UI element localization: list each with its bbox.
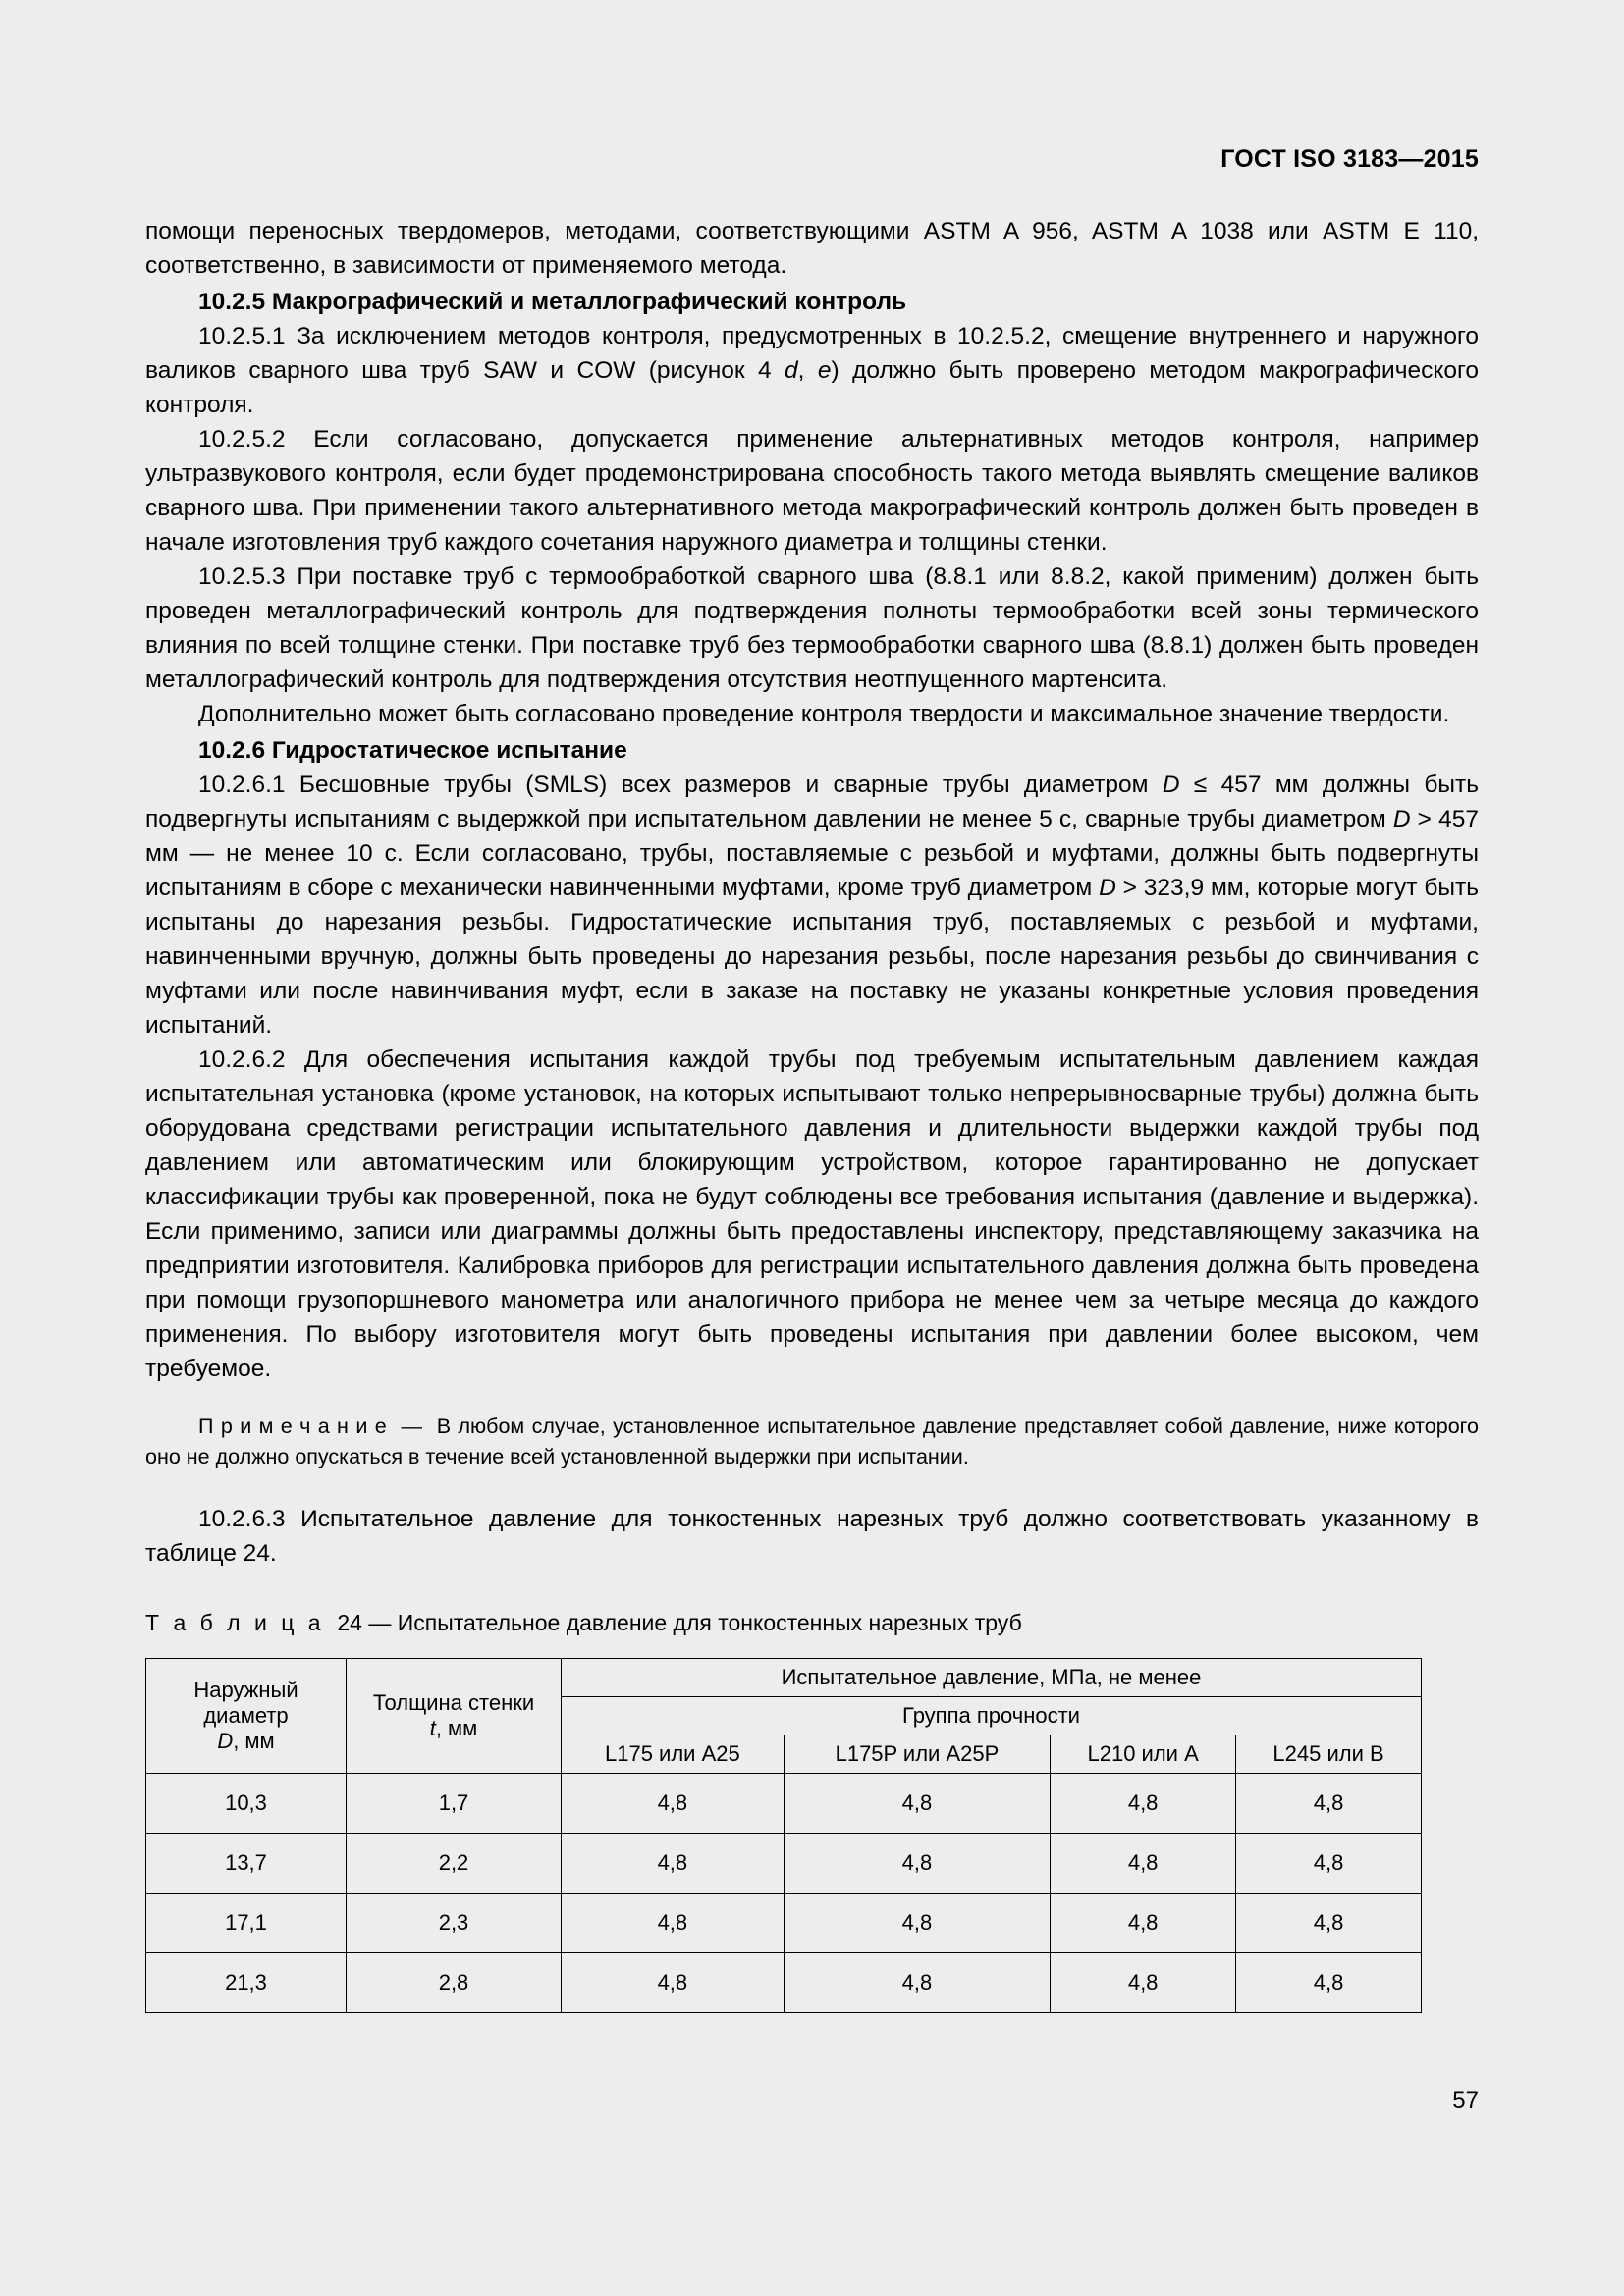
note-dash: — xyxy=(401,1415,422,1438)
paragraph-10-2-5-3: 10.2.5.3 При поставке труб с термообработкой сварного шва (8.8.1 или 8.8.2, какой применим) должен быть проведен металлографический контроль для подтверждения полноты термообработки всей зоны термического влияния по всей толщине стенки. При поставке труб без термообработки сварного шва (8.8.1) должен быть проведен металлографический контроль для подтверждения отсутствия неотпущенного мартенсита. xyxy=(145,563,1479,693)
cell-diameter: 10,3 xyxy=(146,1774,347,1834)
header-symbol-D: D xyxy=(217,1729,234,1753)
text-part: ≤ 457 мм должны быть подвергнуты испытаниям с выдержкой при испытательном давлении не менее 5 с, сварные трубы диаметром xyxy=(145,772,1479,832)
cell-pressure: 4,8 xyxy=(1051,1894,1236,1953)
header-grade-2: L175P или A25P xyxy=(784,1735,1050,1774)
cell-thickness: 2,2 xyxy=(347,1834,562,1894)
header-line: диаметр xyxy=(203,1703,289,1728)
cell-thickness: 1,7 xyxy=(347,1774,562,1834)
italic-D: D xyxy=(1392,806,1411,832)
cell-pressure: 4,8 xyxy=(1051,1774,1236,1834)
table-header-row-1 xyxy=(146,1659,1422,1697)
cell-diameter: 17,1 xyxy=(146,1894,347,1953)
table-caption xyxy=(145,1610,1479,1636)
page-number: 57 xyxy=(1452,2087,1479,2113)
heading-10-2-6: 10.2.6 Гидростатическое испытание xyxy=(198,737,627,764)
text-part: ) должно быть проверено методом макрографического контроля. xyxy=(145,357,1479,418)
cell-thickness: 2,8 xyxy=(347,1953,562,2013)
italic-e: e xyxy=(817,357,832,384)
italic-D: D xyxy=(1099,875,1116,901)
text-part: 10.2.6.1 Бесшовные трубы (SMLS) всех размеров и сварные трубы диаметром xyxy=(198,772,1163,798)
header-grade-1: L175 или A25 xyxy=(562,1735,785,1774)
header-grade-4: L245 или B xyxy=(1236,1735,1422,1774)
paragraph-10-2-6-3: 10.2.6.3 Испытательное давление для тонкостенных нарезных труб должно соответствовать указанному в таблице 24. xyxy=(145,1506,1479,1567)
italic-d: d xyxy=(785,357,798,384)
table-row xyxy=(146,1894,1422,1953)
header-outer-diameter xyxy=(146,1659,347,1774)
cell-pressure: 4,8 xyxy=(784,1953,1050,2013)
page-header: ГОСТ ISO 3183—2015 xyxy=(1220,145,1479,173)
paragraph-10-2-6-2: 10.2.6.2 Для обеспечения испытания каждой трубы под требуемым испытательным давлением каждая испытательная установка (кроме установок, на которых испытывают только непрерывносварные трубы) должна быть оборудована средствами регистрации испытательного давления и длительности выдержки каждой трубы под давлением или автоматическим или блокирующим устройством, которое гарантированно не допускает классификации трубы как проверенной, пока не будут соблюдены все требования испытания (давление и выдержка). Если применимо, записи или диаграммы должны быть предоставлены инспектору, представляющему заказчика на предприятии изготовителя. Калибровка приборов для регистрации испытательного давления должна быть проведена при помощи грузопоршневого манометра или аналогичного прибора не менее чем за четыре месяца до каждого применения. По выбору изготовителя могут быть проведены испытания при давлении более высоком, чем требуемое. xyxy=(145,1046,1479,1382)
cell-pressure: 4,8 xyxy=(562,1953,785,2013)
page-content xyxy=(145,214,1479,2013)
note-text: В любом случае, установленное испытательное давление представляет собой давление, ниже которого оно не должно опускаться в течение всей установленной выдержки при испытании. xyxy=(145,1415,1479,1468)
cell-pressure: 4,8 xyxy=(1051,1953,1236,2013)
italic-D: D xyxy=(1162,772,1180,798)
header-line: Толщина стенки xyxy=(372,1690,535,1715)
cell-diameter: 21,3 xyxy=(146,1953,347,2013)
text-part: > 457 мм — не менее 10 с. Если согласовано, трубы, поставляемые с резьбой и муфтами, должны быть подвергнуты испытаниям в сборе с механически навинченными муфтами, кроме труб диаметром xyxy=(145,806,1479,901)
text-part: 10.2.5.1 За исключением методов контроля, предусмотренных в 10.2.5.2, смещение внутреннего и наружного валиков сварного шва труб SAW и COW (рисунок 4 xyxy=(145,323,1479,384)
table-24 xyxy=(145,1658,1422,2013)
cell-pressure: 4,8 xyxy=(1236,1774,1422,1834)
heading-10-2-5: 10.2.5 Макрографический и металлографический контроль xyxy=(198,289,907,315)
cell-pressure: 4,8 xyxy=(784,1894,1050,1953)
text-part: > 323,9 мм, которые могут быть испытаны до нарезания резьбы. Гидростатические испытания труб, поставляемых с резьбой и муфтами, навинченными вручную, должны быть проведены до нарезания резьбы, после нарезания резьбы до свинчивания с муфтами или после навинчивания муфт, если в заказе на поставку не указаны конкретные условия проведения испытаний. xyxy=(145,875,1479,1039)
cell-pressure: 4,8 xyxy=(562,1834,785,1894)
header-wall-thickness xyxy=(347,1659,562,1774)
table-row xyxy=(146,1834,1422,1894)
cell-thickness: 2,3 xyxy=(347,1894,562,1953)
table-caption-word: Т а б л и ц а xyxy=(145,1610,325,1635)
note-label: П р и м е ч а н и е xyxy=(198,1415,387,1438)
paragraph-intro: помощи переносных твердомеров, методами, соответствующими ASTM A 956, ASTM A 1038 или ASTM E 110, соответственно, в зависимости от применяемого метода. xyxy=(145,218,1479,279)
paragraph-10-2-5-1 xyxy=(145,319,1479,422)
cell-pressure: 4,8 xyxy=(1051,1834,1236,1894)
header-line: Наружный xyxy=(193,1678,298,1702)
cell-pressure: 4,8 xyxy=(1236,1953,1422,2013)
header-line: , мм xyxy=(435,1716,478,1740)
cell-pressure: 4,8 xyxy=(784,1774,1050,1834)
table-row xyxy=(146,1953,1422,2013)
paragraph-10-2-6-1 xyxy=(145,768,1479,1042)
cell-diameter: 13,7 xyxy=(146,1834,347,1894)
text-part: , xyxy=(797,357,818,384)
note-block xyxy=(145,1412,1479,1472)
header-line: , мм xyxy=(233,1729,275,1753)
table-header xyxy=(146,1659,1422,1774)
table-row xyxy=(146,1774,1422,1834)
header-test-pressure: Испытательное давление, МПа, не менее xyxy=(562,1659,1422,1697)
paragraph-10-2-5-2: 10.2.5.2 Если согласовано, допускается применение альтернативных методов контроля, например ультразвукового контроля, если будет продемонстрирована способность такого метода выявлять смещение валиков сварного шва. При применении такого альтернативного метода макрографический контроль должен быть проведен в начале изготовления труб каждого сочетания наружного диаметра и толщины стенки. xyxy=(145,426,1479,556)
paragraph-additional: Дополнительно может быть согласовано проведение контроля твердости и максимальное значение твердости. xyxy=(198,701,1450,727)
cell-pressure: 4,8 xyxy=(562,1894,785,1953)
table-body xyxy=(146,1774,1422,2013)
cell-pressure: 4,8 xyxy=(1236,1834,1422,1894)
header-grade-3: L210 или A xyxy=(1051,1735,1236,1774)
header-strength-group: Группа прочности xyxy=(562,1697,1422,1735)
cell-pressure: 4,8 xyxy=(784,1834,1050,1894)
table-caption-rest: 24 — Испытательное давление для тонкостенных нарезных труб xyxy=(337,1610,1022,1635)
cell-pressure: 4,8 xyxy=(1236,1894,1422,1953)
cell-pressure: 4,8 xyxy=(562,1774,785,1834)
header-symbol-t: t xyxy=(429,1716,436,1740)
